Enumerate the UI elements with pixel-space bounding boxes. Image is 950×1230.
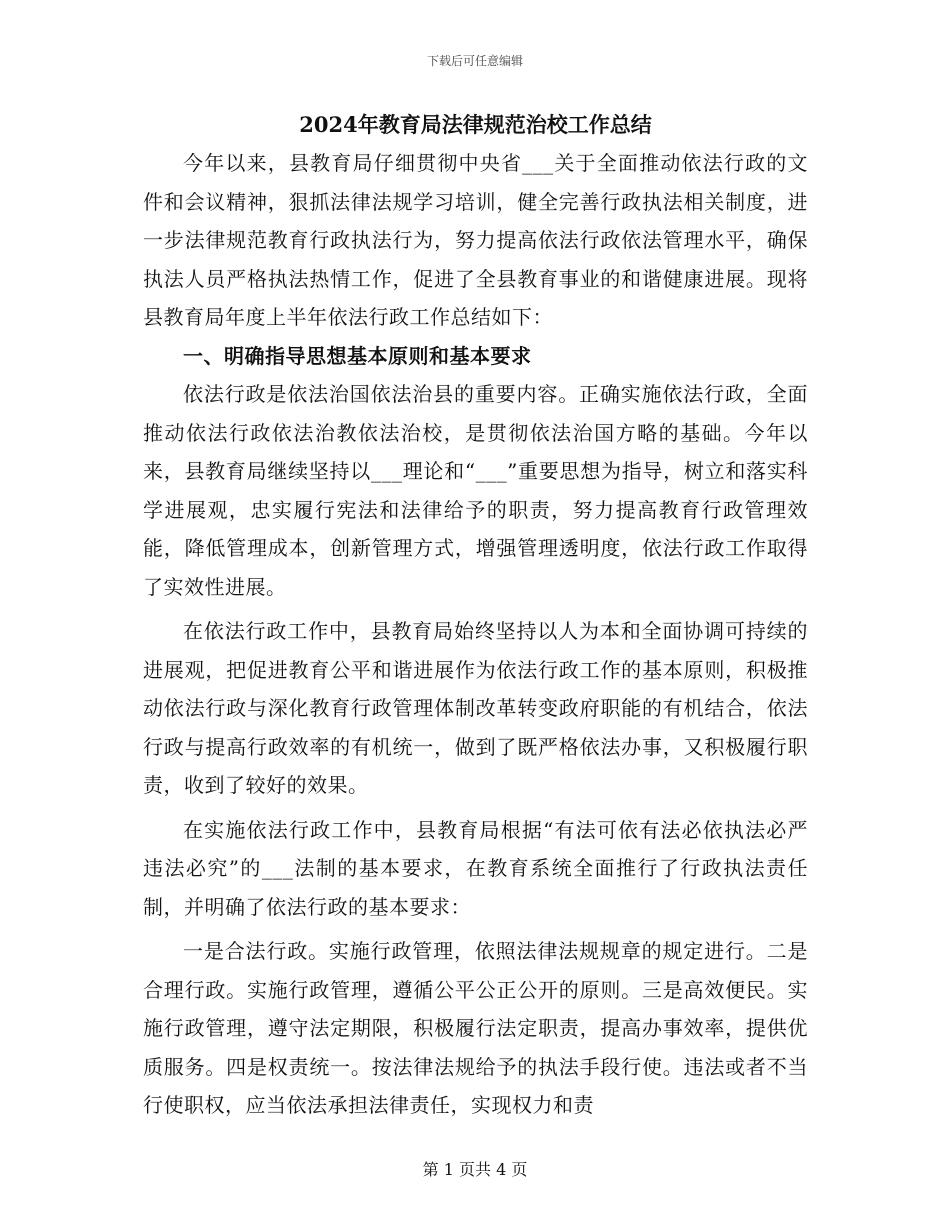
document-body [143,110,808,1125]
page-number: 第 1 页共 4 页 [422,1160,528,1179]
page-header-note: 下载后可任意编辑 [426,54,523,68]
paragraph-requirements: 在实施依法行政工作中，县教育局根据“有法可依有法必依执法必严违法必究”的___法制的基本要求，在教育系统全面推行了行政执法责任制，并明确了依法行政的基本要求： [143,817,808,919]
section-heading-1: 一、明确指导思想基本原则和基本要求 [183,343,532,368]
paragraph-requirement-list: 一是合法行政。实施行政管理，依照法律法规规章的规定进行。二是合理行政。实施行政管理，遵循公平公正公开的原则。三是高效便民。实施行政管理，遵守法定期限，积极履行法定职责，提高办事效率，提供优质服务。四是权责统一。按法律法规给予的执法手段行使。违法或者不当行使职权，应当依法承担法律责任，实现权力和责 [143,939,808,1117]
paragraph-principles: 在依法行政工作中，县教育局始终坚持以人为本和全面协调可持续的进展观，把促进教育公平和谐进展作为依法行政工作的基本原则，积极推动依法行政与深化教育行政管理体制改革转变政府职能的有机结合，依法行政与提高行政效率的有机统一，做到了既严格依法办事，又积极履行职责，收到了较好的效果。 [143,619,808,797]
paragraph-intro: 今年以来，县教育局仔细贯彻中央省___关于全面推动依法行政的文件和会议精神，狠抓法律法规学习培训，健全完善行政执法相关制度，进一步法律规范教育行政执法行为，努力提高依法行政依法管理水平，确保执法人员严格执法热情工作，促进了全县教育事业的和谐健康进展。现将县教育局年度上半年依法行政工作总结如下： [143,151,808,329]
document-title: 2024年教育局法律规范治校工作总结 [299,112,652,137]
paragraph-guiding-thought: 依法行政是依法治国依法治县的重要内容。正确实施依法行政，全面推动依法行政依法治教依法治校，是贯彻依法治国方略的基础。今年以来，县教育局继续坚持以___理论和“___”重要思想为指导，树立和落实科学进展观，忠实履行宪法和法律给予的职责，努力提高教育行政管理效能，降低管理成本，创新管理方式，增强管理透明度，依法行政工作取得了实效性进展。 [143,382,808,599]
